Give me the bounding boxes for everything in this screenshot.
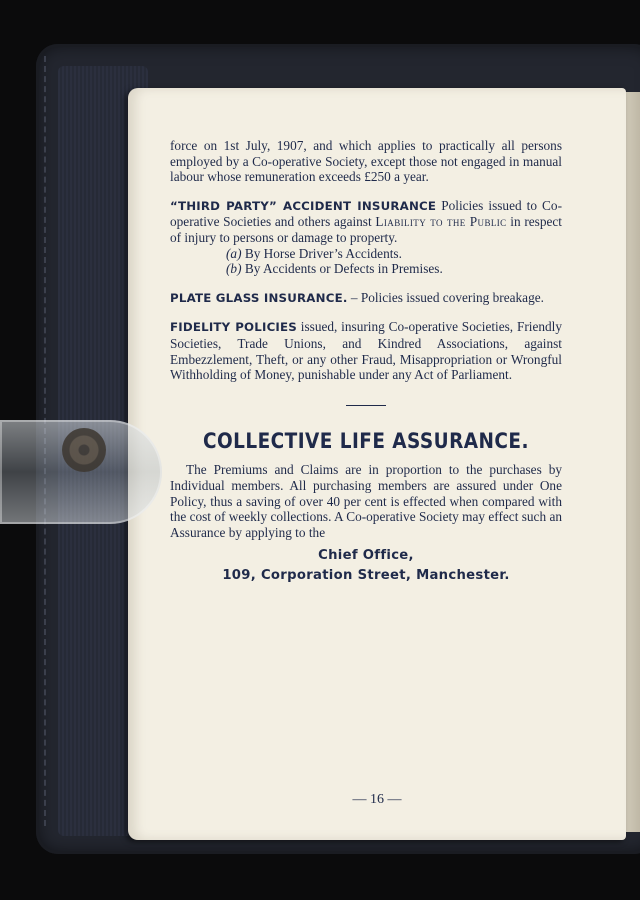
plate-glass-text: – Policies issued covering breakage. bbox=[347, 289, 544, 305]
liability-smallcaps: Liability to the Public bbox=[375, 214, 507, 230]
page-number: — 16 — bbox=[352, 792, 402, 807]
fidelity-paragraph bbox=[170, 319, 562, 382]
snap-button bbox=[62, 428, 106, 472]
collective-paragraph: The Premiums and Claims are in proportion to the purchases by Individual members. All purchasing members are assured under One Policy, thus a saving of over 40 per cent is effected when compared with the cost of weekly collections. A Co-operative Society may effect such an Assurance by applying to the bbox=[170, 462, 562, 540]
list-item bbox=[170, 246, 562, 262]
list-item-mark: (b) bbox=[226, 261, 242, 277]
third-party-paragraph bbox=[170, 198, 562, 246]
plate-glass-heading: PLATE GLASS INSURANCE. bbox=[170, 290, 348, 305]
list-item-mark: (a) bbox=[226, 245, 242, 261]
list-item-text: By Horse Driver’s Accidents. bbox=[241, 245, 402, 261]
third-party-text-2: in respect of injury to persons or damage to property. bbox=[170, 214, 562, 245]
page-body bbox=[170, 138, 562, 586]
intro-paragraph: force on 1st July, 1907, and which applies to practically all persons employed by a Co-operative Society, except those not engaged in manual labour whose remuneration exceeds £250 a year. bbox=[170, 138, 562, 185]
address-line-1: Chief Office, bbox=[318, 548, 414, 564]
third-party-heading: “THIRD PARTY” ACCIDENT INSURANCE bbox=[170, 198, 437, 213]
list-item-text: By Accidents or Defects in Premises. bbox=[241, 261, 443, 277]
list-item bbox=[170, 261, 562, 277]
section-title: COLLECTIVE LIFE ASSURANCE. bbox=[203, 428, 529, 453]
address-line-2: 109, Corporation Street, Manchester. bbox=[222, 568, 510, 584]
divider-rule bbox=[346, 405, 386, 406]
plate-glass-paragraph bbox=[170, 290, 562, 307]
fidelity-heading: FIDELITY POLICIES bbox=[170, 320, 297, 335]
third-party-text-1: Policies issued to Co-operative Societies and others against bbox=[170, 197, 562, 230]
fidelity-text: issued, insuring Co-operative Societies, Friendly Societies, Trade Unions, and Kindred Associations, against Embezzlement, Theft, or any other Fraud, Misappropriation or Wrongful Withholding of Money, punishable under any Act of Parliament. bbox=[170, 319, 563, 383]
